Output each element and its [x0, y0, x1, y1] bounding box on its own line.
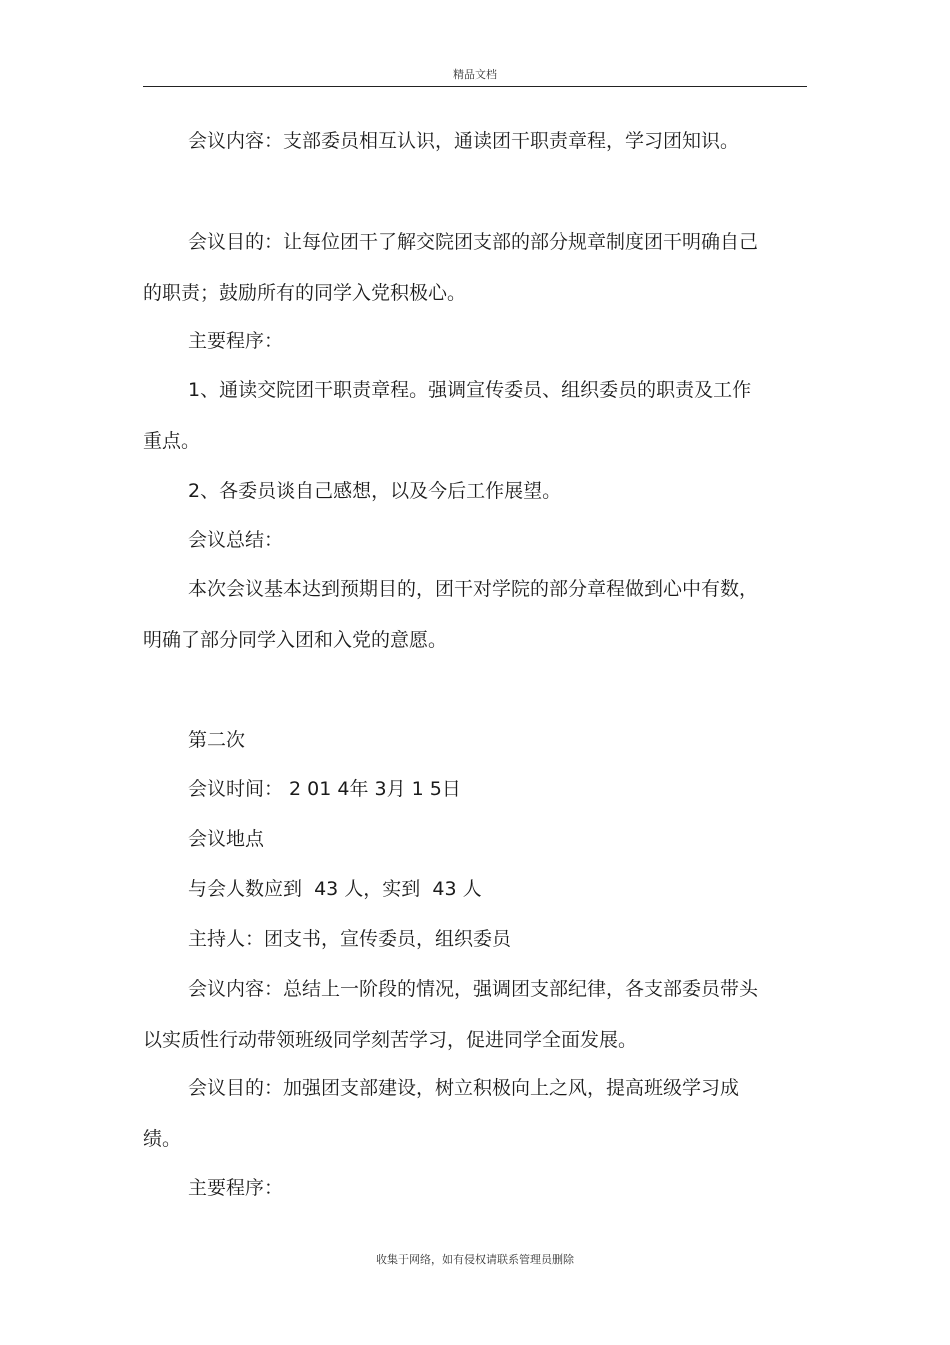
meeting-summary-heading: 会议总结： — [188, 529, 284, 551]
second-meeting-title: 第二次 — [188, 729, 246, 751]
attendance: 与会人数应到 43 人，实到 43 人 — [188, 878, 482, 900]
main-procedure-heading-1: 主要程序： — [188, 330, 284, 352]
meeting-summary-text: 本次会议基本达到预期目的，团干对学院的部分章程做到心中有数，明确了部分同学入团和入党的意愿。 — [143, 578, 759, 651]
procedure-item-2: 2、各委员谈自己感想，以及今后工作展望。 — [188, 480, 562, 502]
meeting-content-1: 会议内容：支部委员相互认识，通读团干职责章程，学习团知识。 — [188, 130, 740, 152]
host: 主持人：团支书，宣传委员，组织委员 — [188, 928, 512, 950]
procedure-item-1: 1、通读交院团干职责章程。强调宣传委员、组织委员的职责及工作重点。 — [143, 379, 752, 452]
meeting-content-2: 会议内容：总结上一阶段的情况，强调团支部纪律，各支部委员带头以实质性行动带领班级同学刻苦学习，促进同学全面发展。 — [143, 978, 759, 1051]
meeting-purpose-2: 会议目的：加强团支部建设，树立积极向上之风，提高班级学习成绩。 — [143, 1077, 740, 1150]
meeting-time: 会议时间： 2 01 4年 3月 1 5日 — [188, 778, 461, 800]
header-divider — [143, 86, 807, 87]
page-footer: 收集于网络，如有侵权请联系管理员删除 — [376, 1253, 574, 1266]
meeting-purpose-1: 会议目的：让每位团干了解交院团支部的部分规章制度团干明确自己的职责；鼓励所有的同学入党积极心。 — [143, 231, 759, 304]
page-header: 精品文档 — [453, 68, 497, 81]
main-procedure-heading-2: 主要程序： — [188, 1177, 284, 1199]
meeting-location: 会议地点 — [188, 828, 265, 850]
